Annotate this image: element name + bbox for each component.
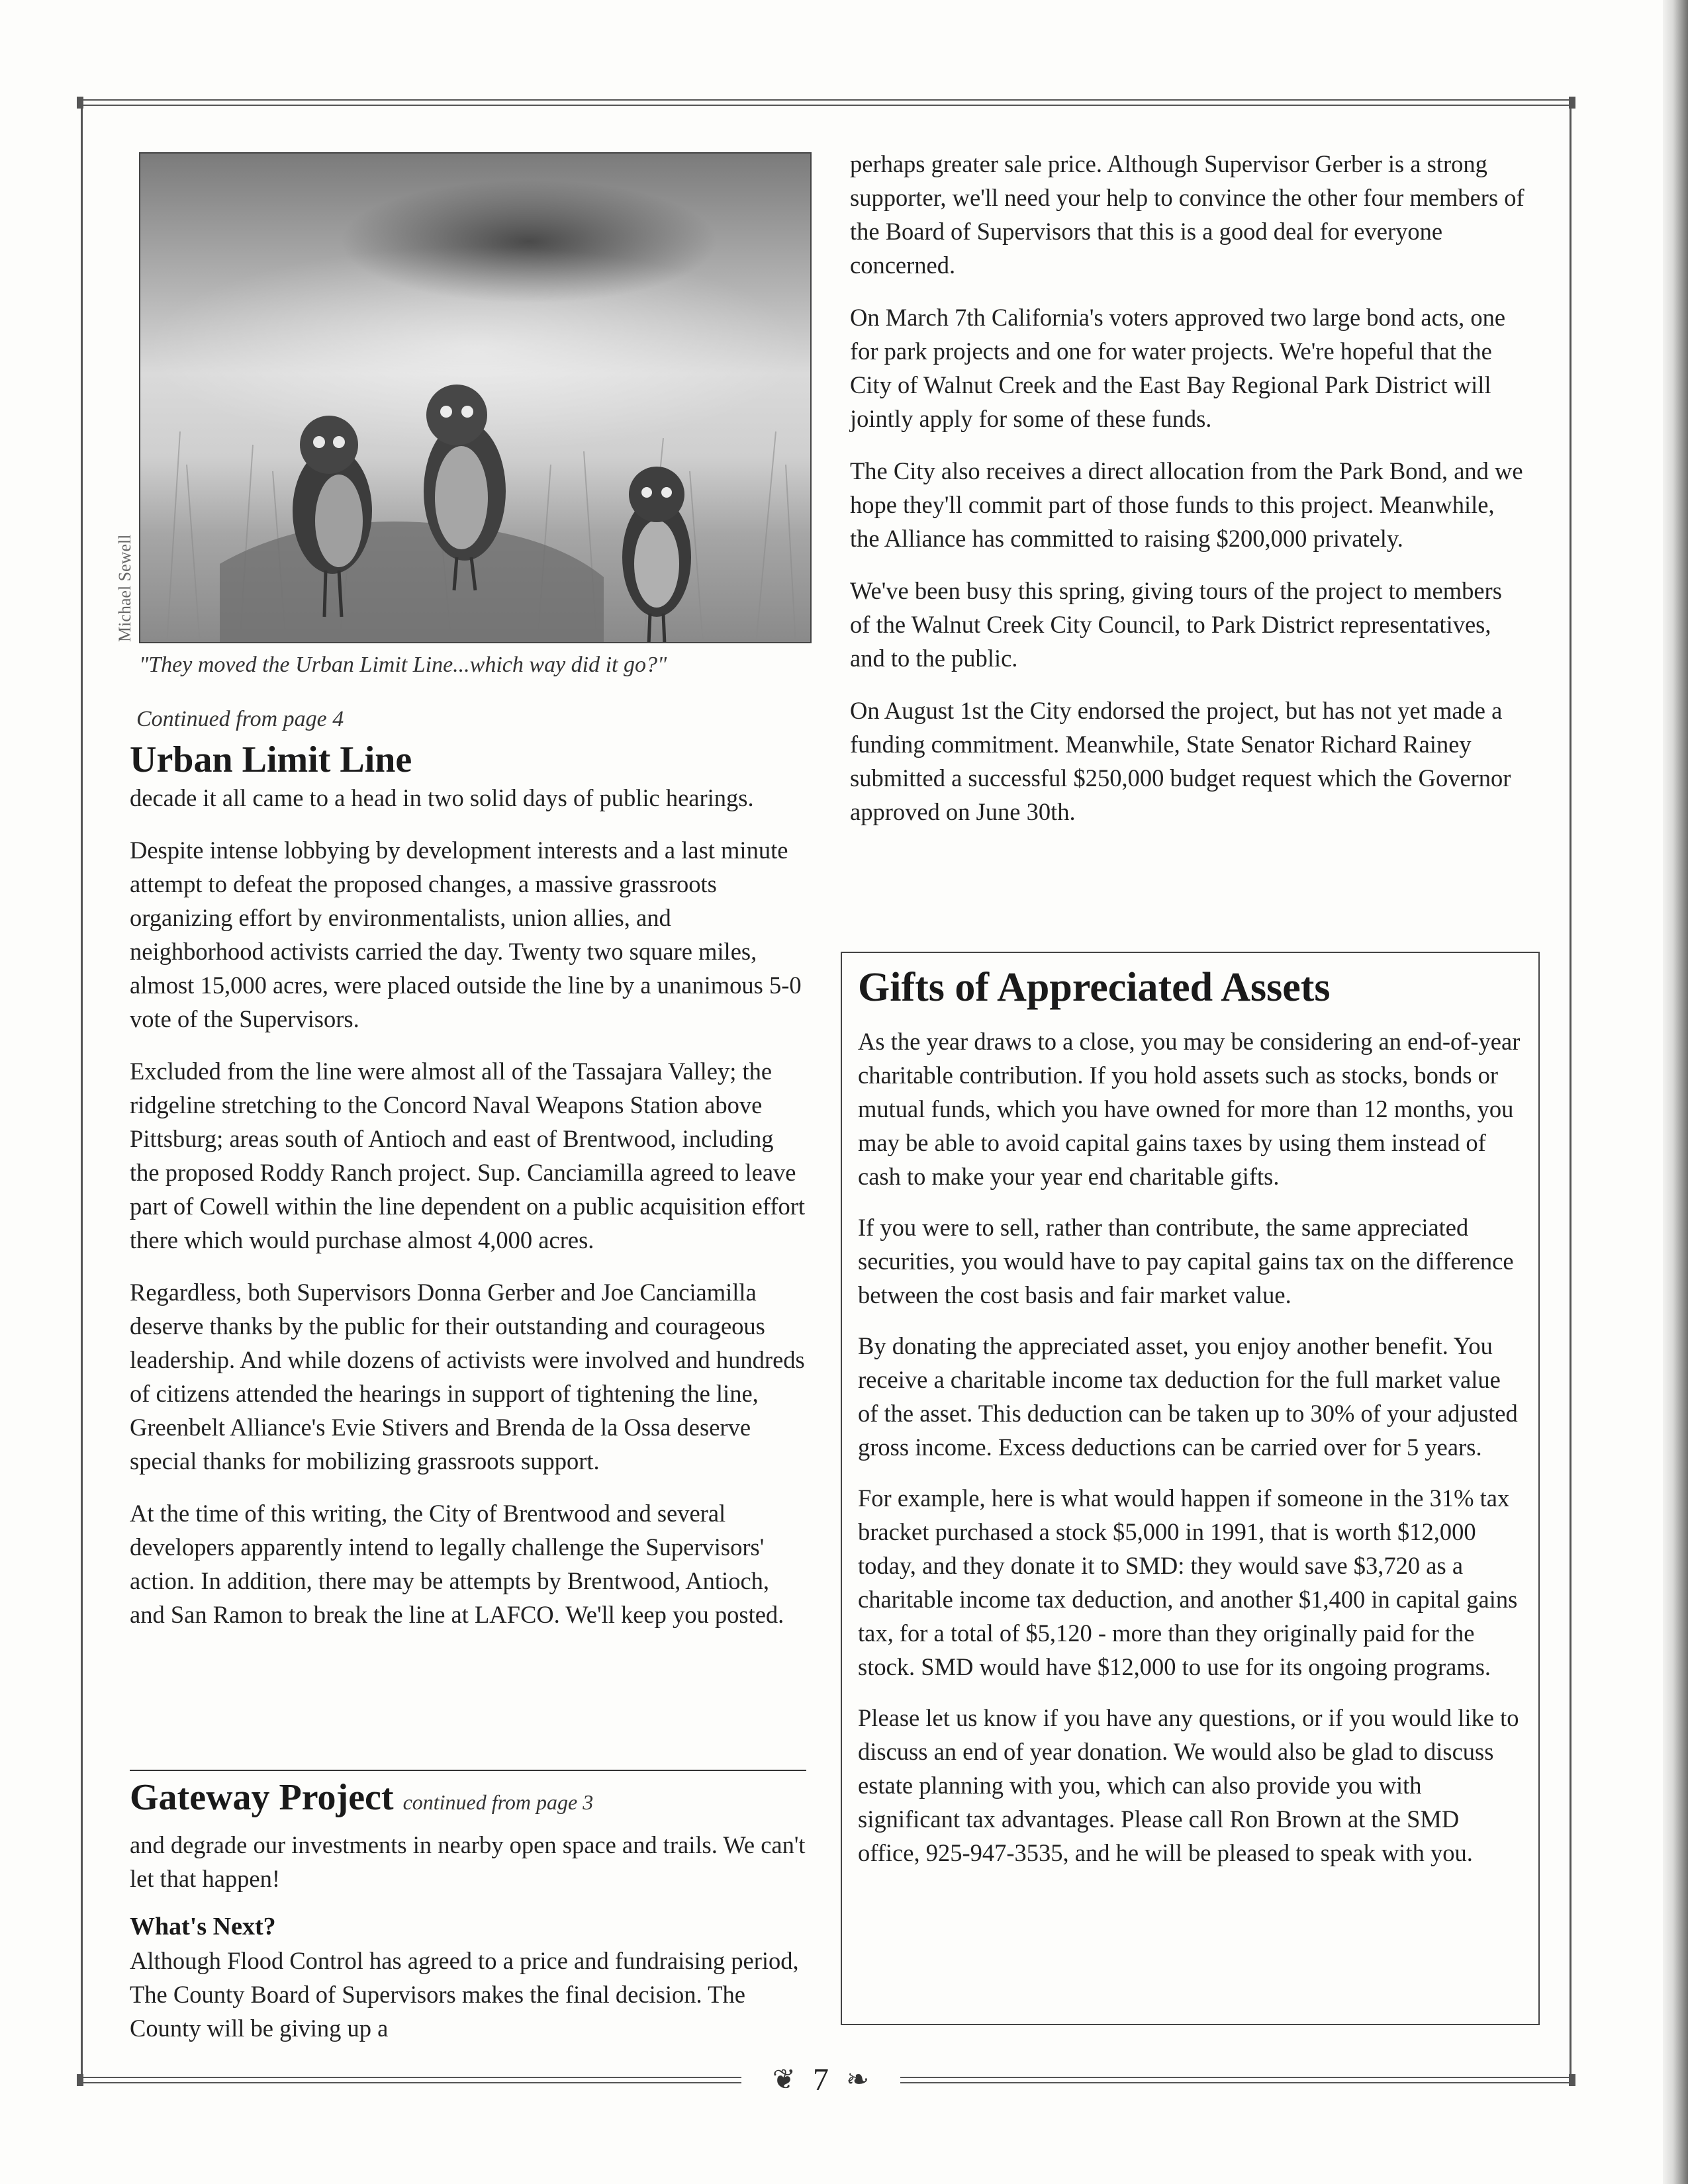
gifts-paragraph-1: As the year draws to a close, you may be considering an end-of-year charitable contribution. If you hold assets such as stocks, bonds or mutual funds, which you have owned for more than 12 months, you may be able to avoid capital gains taxes by using them instead of cash to make your year end charitable gifts. (858, 1028, 1521, 1190)
gifts-paragraph-2: If you were to sell, rather than contribute, the same appreciated securities, you would have to pay capital gains tax on the difference between the cost basis and fair market value. (858, 1214, 1514, 1308)
owl-right (622, 467, 691, 643)
whats-next-paragraph: Although Flood Control has agreed to a price and fundraising period, The County Board of Supervisors makes the final decision. The County will be giving up a (130, 1947, 799, 2042)
gifts-paragraph-5: Please let us know if you have any questions, or if you would like to discuss an end of year donation. We would also be glad to discuss estate planning with you, which can also provide you with significant tax advantages. Please call Ron Brown at the SMD office, 925-947-3535, and he will be pleased to speak with you. (858, 1704, 1519, 1866)
urban-limit-paragraph-2: Despite intense lobbying by development interests and a last minute attempt to defeat the proposed changes, a massive grassroots organizing effort by environmentalists, union allies, and neighborhood activists carried the day. Twenty two square miles, almost 15,000 acres, were placed outside the line by a unanimous 5-0 vote of the Supervisors. (130, 837, 802, 1032)
right-paragraph-5: On August 1st the City endorsed the project, but has not yet made a funding commitment. Meanwhile, State Senator Richard Rainey submitted a successful $250,000 budget request which the Governor approved on June 30th. (850, 697, 1511, 825)
urban-limit-title: Urban Limit Line (130, 739, 412, 780)
photo-credit (111, 503, 138, 649)
gateway-title: Gateway Project (130, 1777, 394, 1818)
left-ornament-icon: ❦ (772, 2065, 796, 2095)
right-ornament-icon: ❧ (846, 2065, 870, 2095)
photo-credit-text: Michael Sewell (115, 534, 134, 642)
right-paragraph-1: perhaps greater sale price. Although Supervisor Gerber is a strong supporter, we'll need your help to convince the other four members of the Board of Supervisors that this is a good deal for everyone concerned. (850, 150, 1524, 279)
frame-top-rule (81, 99, 1571, 106)
right-paragraph-2: On March 7th California's voters approved two large bond acts, one for park projects and one for water projects. We're hopeful that the City of Walnut Creek and the East Bay Regional Park District will jointly apply for some of these funds. (850, 304, 1506, 432)
owls-photo (139, 152, 812, 643)
gateway-continued-note: continued from page 3 (402, 1790, 594, 1814)
gateway-article (130, 1828, 806, 2064)
whats-next-heading: What's Next? (130, 1913, 276, 1940)
gateway-intro: and degrade our investments in nearby open space and trails. We can't let that happen! (130, 1831, 806, 1892)
urban-limit-continued-note: Continued from page 4 (136, 707, 344, 731)
page-number: 7 (813, 2062, 829, 2097)
gifts-paragraph-4: For example, here is what would happen if someone in the 31% tax bracket purchased a stock $5,000 in 1991, that is worth $12,000 today, and they donate it to SMD: they would save $3,720 as a charitable income tax deduction, and another $1,400 in capital gains tax, for a total of $5,120 - more than they originally paid for the stock. SMD would have $12,000 to use for its ongoing programs. (858, 1484, 1518, 1680)
scan-page-edge (1663, 0, 1688, 2184)
gateway-continuation (850, 147, 1525, 847)
right-paragraph-3: The City also receives a direct allocation from the Park Bond, and we hope they'll commit part of those funds to this project. Meanwhile, the Alliance has committed to raising $200,000 privately. (850, 457, 1523, 552)
urban-limit-article (130, 739, 806, 1650)
urban-limit-paragraph-4: Regardless, both Supervisors Donna Gerber and Joe Canciamilla deserve thanks by the public for their outstanding and courageous leadership. And while dozens of activists were involved and hundreds of citizens attended the hearings in support of tightening the line, Greenbelt Alliance's Evie Stivers and Brenda de la Ossa deserve special thanks for mobilizing grassroots support. (130, 1279, 805, 1475)
gifts-paragraph-3: By donating the appreciated asset, you enjoy another benefit. You receive a charitable income tax deduction for the full market value of the asset. This deduction can be taken up to 30% of your adjusted gross income. Excess deductions can be carried over for 5 years. (858, 1332, 1518, 1461)
gifts-sidebar-box (841, 952, 1540, 2025)
section-divider (130, 1770, 806, 1771)
gifts-title: Gifts of Appreciated Assets (858, 965, 1331, 1010)
page-footer (741, 2060, 900, 2099)
owls-illustration (140, 154, 812, 643)
right-paragraph-4: We've been busy this spring, giving tours of the project to members of the Walnut Creek City Council, to Park District representatives, and to the public. (850, 577, 1502, 672)
urban-limit-paragraph-5: At the time of this writing, the City of Brentwood and several developers apparently intend to legally challenge the Supervisors' action. In addition, there may be attempts by Brentwood, Antioch, and San Ramon to break the line at LAFCO. We'll keep you posted. (130, 1500, 784, 1628)
urban-limit-paragraph-3: Excluded from the line were almost all of the Tassajara Valley; the ridgeline stretching to the Concord Naval Weapons Station above Pittsburg; areas south of Antioch and east of Brentwood, including the proposed Roddy Ranch project. Sup. Canciamilla agreed to leave part of Cowell within the line dependent on a public acquisition effort there which would purchase almost 4,000 acres. (130, 1058, 806, 1253)
photo-caption: "They moved the Urban Limit Line...which way did it go?" (139, 653, 667, 677)
urban-limit-paragraph-1: decade it all came to a head in two solid days of public hearings. (130, 784, 754, 811)
gateway-heading (130, 1776, 593, 1819)
